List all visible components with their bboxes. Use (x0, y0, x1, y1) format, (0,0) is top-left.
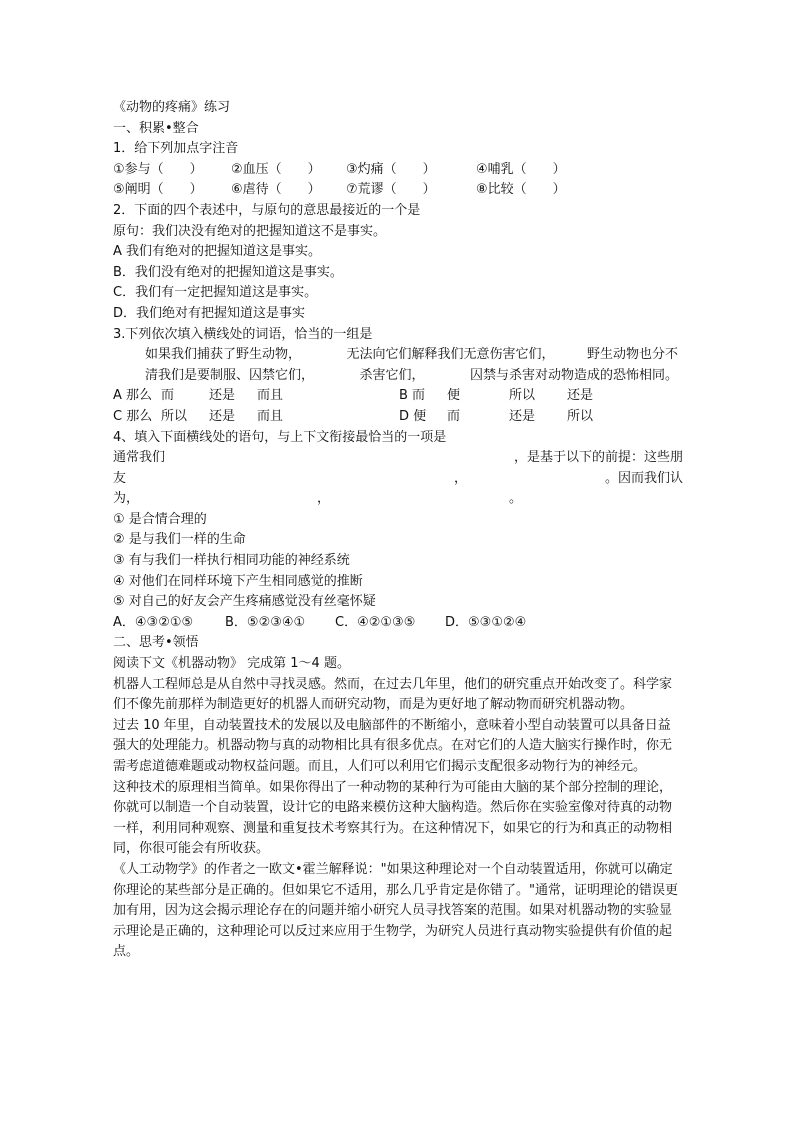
q4-options (113, 613, 683, 634)
q1-row-2 (113, 180, 683, 201)
q3-option-d-word: 而 (447, 408, 461, 424)
q4-passage-line-1 (113, 448, 683, 469)
reading-paragraph: 过去 10 年里，自动装置技术的发展以及电脑部件的不断缩小，意味着小型自动装置可以具备日益强大的处理能力。机器动物与真的动物相比具有很多优点。在对它们的人造大脑实行操作时，你无需考虑道德难题或动物权益问题。而且，人们可以利用它们揭示支配很多动物行为的神经元。 (113, 717, 673, 774)
q1-item: ③灼痛（ ） (346, 161, 436, 177)
q4-text: ， (317, 491, 331, 507)
q2-option-d: D．我们绝对有把握知道这是事实 (113, 305, 306, 321)
q1-item: ⑤阐明（ ） (113, 182, 203, 198)
q2-original-sentence: 原句：我们决没有绝对的把握知道这不是事实。 (113, 223, 387, 239)
q1-item: ⑧比较（ ） (476, 182, 566, 198)
worksheet-page (113, 98, 683, 963)
q3-option-b-word: 便 (447, 388, 461, 404)
q3-option-a-word: 而且 (257, 388, 284, 404)
q3-option-d-word: D 便 (399, 408, 427, 424)
q4-item: ⑤ 对自己的好友会产生疼痛感觉没有丝毫怀疑 (113, 594, 376, 610)
reading-intro: 阅读下文《机器动物》 完成第 1～4 题。 (113, 656, 350, 672)
q1-item: ①参与（ ） (113, 161, 203, 177)
q4-text: 友 (113, 470, 127, 486)
q3-option-b-word: 还是 (567, 388, 594, 404)
q3-options-row-2 (113, 407, 683, 428)
q3-option-c-word: 所以 (161, 408, 188, 424)
q1-item: ⑦荒谬（ ） (346, 182, 436, 198)
q3-option-c-word: 还是 (209, 408, 236, 424)
section-2-heading: 二、思考•领悟 (113, 635, 199, 651)
q4-item: ② 是与我们一样的生命 (113, 532, 246, 548)
q3-option-c-word: C 那么 (113, 408, 153, 424)
q4-option: B．⑤②③④① (225, 614, 306, 630)
q4-text: 为， (113, 491, 140, 507)
q2-option-a: A 我们有绝对的把握知道这是事实。 (113, 244, 322, 260)
q3-option-d-word: 还是 (509, 408, 536, 424)
q2-option-c: C．我们有一定把握知道这是事实。 (113, 285, 318, 301)
reading-paragraph: 《人工动物学》的作者之一欧文•霍兰解释说："如果这种理论对一个自动装置适用，你就可以确定你理论的某些部分是正确的。但如果它不适用，那么几乎肯定是你错了。"通常，证明理论的错误更加有用，因为这会揭示理论存在的问题并缩小研究人员寻找答案的范围。如果对机器动物的实验显示理论是正确的，这种理论可以反过来应用于生物学，为研究人员进行真动物实验提供有价值的起点。 (113, 861, 678, 960)
question-1: 1．给下列加点字注音 (113, 141, 239, 157)
q4-passage-line-3 (113, 489, 683, 510)
q3-option-a-word: A 那么 (113, 388, 153, 404)
q4-item: ④ 对他们在同样环境下产生相同感觉的推断 (113, 573, 363, 589)
question-4: 4、填入下面横线处的语句，与上下文衔接最恰当的一项是 (113, 429, 447, 445)
reading-paragraph: 机器人工程师总是从自然中寻找灵感。然而，在过去几年里，他们的研究重点开始改变了。科学家们不像先前那样为制造更好的机器人而研究动物，而是为更好地了解动物而研究机器动物。 (113, 676, 673, 713)
q4-text: ，是基于以下的前提：这些朋 (513, 450, 683, 466)
reading-paragraph: 这种技术的原理相当简单。如果你得出了一种动物的某种行为可能由大脑的某个部分控制的理论，你就可以制造一个自动装置，设计它的电路来模仿这种大脑构造。然后你在实验室像对待真的动物一样，利用同种观察、测量和重复技术考察其行为。在这种情况下，如果它的行为和真正的动物相同，你很可能会有所收获。 (113, 779, 673, 857)
q3-passage: 如果我们捕获了野生动物， 无法向它们解释我们无意伤害它们， 野生动物也分不清我们是要制服、囚禁它们， 杀害它们， 囚禁与杀害对动物造成的恐怖相同。 (145, 347, 679, 383)
q1-row-1 (113, 160, 683, 181)
q3-option-a-word: 而 (161, 388, 175, 404)
q4-option: C．④②①③⑤ (335, 614, 416, 630)
q1-item: ⑥虐待（ ） (231, 182, 321, 198)
q4-item: ① 是合情合理的 (113, 511, 207, 527)
q1-item: ④哺乳（ ） (476, 161, 566, 177)
q2-option-b: B．我们没有绝对的把握知道这是事实。 (113, 264, 343, 280)
section-1-heading: 一、积累•整合 (113, 120, 199, 136)
q4-text: 通常我们 (113, 450, 166, 466)
question-3: 3.下列依次填入横线处的词语，恰当的一组是 (113, 326, 373, 342)
q1-item: ②血压（ ） (231, 161, 321, 177)
q4-text: 。因而我们认 (604, 470, 683, 486)
q4-text: ， (453, 470, 467, 486)
q3-options-row-1 (113, 386, 683, 407)
q4-option: D．⑤③①②④ (445, 614, 527, 630)
q4-passage-line-2 (113, 469, 683, 490)
q4-option: A．④③②①⑤ (113, 614, 194, 630)
q3-option-a-word: 还是 (209, 388, 236, 404)
q3-option-c-word: 而且 (257, 408, 284, 424)
q4-text: 。 (509, 491, 523, 507)
q3-option-d-word: 所以 (567, 408, 594, 424)
q4-item: ③ 有与我们一样执行相同功能的神经系统 (113, 553, 350, 569)
question-2: 2．下面的四个表述中，与原句的意思最接近的一个是 (113, 202, 421, 218)
q3-option-b-word: 所以 (509, 388, 536, 404)
q3-option-b-word: B 而 (399, 388, 426, 404)
worksheet-title: 《动物的疼痛》练习 (113, 100, 231, 115)
